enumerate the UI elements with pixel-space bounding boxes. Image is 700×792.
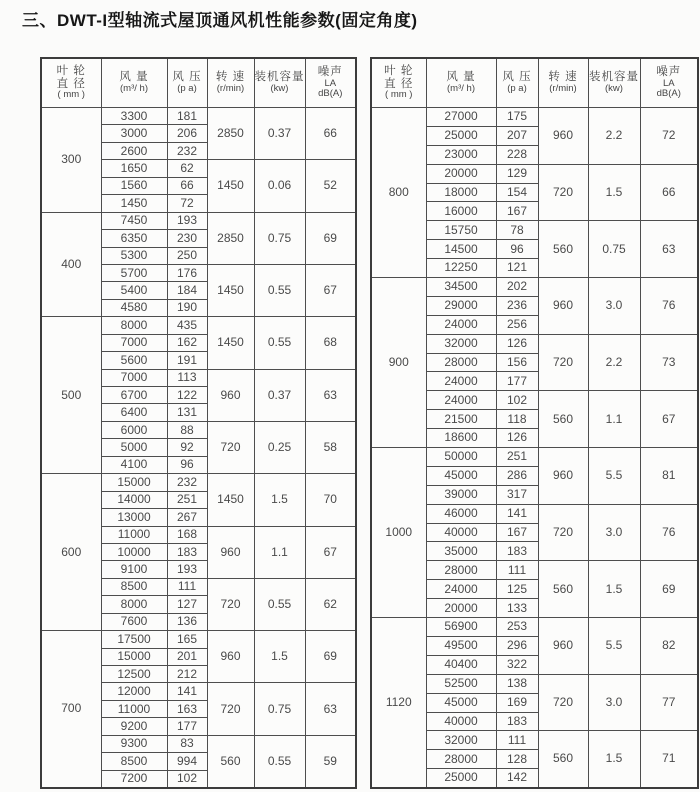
power-cell: 0.25 — [254, 421, 305, 473]
diameter-cell: 900 — [371, 278, 426, 448]
column-header-diameter — [371, 58, 426, 108]
column-header-airflow — [101, 58, 167, 108]
airflow-cell: 40000 — [426, 523, 496, 542]
power-cell: 0.75 — [254, 683, 305, 735]
power-cell: 0.55 — [254, 264, 305, 316]
pressure-cell: 435 — [167, 317, 207, 334]
pressure-cell: 66 — [167, 177, 207, 194]
airflow-cell: 3300 — [101, 108, 167, 125]
airflow-cell: 16000 — [426, 202, 496, 221]
column-header-noise-line: 噪声 — [656, 66, 682, 79]
pressure-cell: 193 — [167, 561, 207, 578]
column-header-diameter-line: 直 径 — [56, 77, 86, 90]
pressure-cell: 177 — [167, 718, 207, 735]
column-header-pressure — [167, 58, 207, 108]
airflow-cell: 5000 — [101, 439, 167, 456]
pressure-cell: 317 — [496, 485, 538, 504]
airflow-cell: 21500 — [426, 410, 496, 429]
speed-cell: 960 — [538, 278, 588, 335]
airflow-cell: 32000 — [426, 334, 496, 353]
column-header-pressure-line: 风 压 — [502, 71, 532, 84]
column-header-noise — [640, 58, 698, 108]
noise-cell: 67 — [305, 264, 356, 316]
table-row — [41, 108, 356, 125]
speed-cell: 960 — [207, 369, 254, 421]
pressure-cell: 96 — [496, 240, 538, 259]
column-header-power — [588, 58, 640, 108]
power-cell: 0.55 — [254, 735, 305, 787]
column-header-pressure — [496, 58, 538, 108]
pressure-cell: 207 — [496, 126, 538, 145]
speed-cell: 720 — [538, 334, 588, 391]
pressure-cell: 167 — [496, 523, 538, 542]
pressure-cell: 201 — [167, 648, 207, 665]
airflow-cell: 1560 — [101, 177, 167, 194]
column-header-diameter-line: ( mm ) — [57, 89, 85, 101]
performance-tables-container — [40, 57, 695, 789]
airflow-cell: 32000 — [426, 731, 496, 750]
pressure-cell: 181 — [167, 108, 207, 125]
airflow-cell: 11000 — [101, 526, 167, 543]
header-row — [371, 58, 698, 108]
column-header-pressure-line: (p a) — [177, 83, 197, 95]
power-cell: 0.06 — [254, 160, 305, 212]
speed-cell: 960 — [538, 618, 588, 675]
column-header-diameter-line: 直 径 — [384, 77, 414, 90]
power-cell: 1.5 — [254, 631, 305, 683]
pressure-cell: 142 — [496, 769, 538, 788]
pressure-cell: 162 — [167, 334, 207, 351]
airflow-cell: 24000 — [426, 580, 496, 599]
column-header-diameter-line: 叶 轮 — [384, 65, 414, 78]
airflow-cell: 8000 — [101, 317, 167, 334]
pressure-cell: 228 — [496, 145, 538, 164]
airflow-cell: 8000 — [101, 596, 167, 613]
airflow-cell: 18600 — [426, 429, 496, 448]
airflow-cell: 12000 — [101, 683, 167, 700]
speed-cell: 2850 — [207, 108, 254, 160]
table-row — [371, 278, 698, 297]
column-header-noise-line: dB(A) — [318, 88, 343, 100]
airflow-cell: 2600 — [101, 142, 167, 159]
airflow-cell: 6000 — [101, 421, 167, 438]
airflow-cell: 50000 — [426, 448, 496, 467]
header-row — [41, 58, 356, 108]
speed-cell: 720 — [207, 578, 254, 630]
airflow-cell: 7200 — [101, 770, 167, 787]
speed-cell: 960 — [207, 526, 254, 578]
airflow-cell: 20000 — [426, 599, 496, 618]
noise-cell: 66 — [640, 164, 698, 221]
pressure-cell: 121 — [496, 259, 538, 278]
page-title: 三、DWT-I型轴流式屋顶通风机性能参数(固定角度) — [22, 11, 418, 30]
column-header-speed-line: (r/min) — [216, 83, 245, 95]
column-header-noise-line: LA — [662, 77, 675, 89]
column-header-noise-line: 噪声 — [317, 66, 343, 79]
noise-cell: 62 — [305, 578, 356, 630]
pressure-cell: 136 — [167, 613, 207, 630]
column-header-airflow-line: 风 量 — [446, 71, 476, 84]
column-header-diameter — [41, 58, 101, 108]
pressure-cell: 251 — [496, 448, 538, 467]
pressure-cell: 236 — [496, 296, 538, 315]
power-cell: 0.37 — [254, 369, 305, 421]
pressure-cell: 129 — [496, 164, 538, 183]
pressure-cell: 118 — [496, 410, 538, 429]
airflow-cell: 12500 — [101, 666, 167, 683]
airflow-cell: 6700 — [101, 387, 167, 404]
power-cell: 3.0 — [588, 278, 640, 335]
pressure-cell: 165 — [167, 631, 207, 648]
column-header-airflow — [426, 58, 496, 108]
noise-cell: 66 — [305, 108, 356, 160]
pressure-cell: 78 — [496, 221, 538, 240]
pressure-cell: 250 — [167, 247, 207, 264]
pressure-cell: 133 — [496, 599, 538, 618]
power-cell: 3.0 — [588, 504, 640, 561]
column-header-speed-line: (r/min) — [549, 83, 577, 95]
column-header-speed-line: 转 速 — [548, 71, 578, 84]
airflow-cell: 5300 — [101, 247, 167, 264]
speed-cell: 960 — [538, 448, 588, 505]
diameter-cell: 400 — [41, 212, 101, 317]
pressure-cell: 141 — [496, 504, 538, 523]
airflow-cell: 9100 — [101, 561, 167, 578]
airflow-cell: 25000 — [426, 126, 496, 145]
column-header-speed-line: 转 速 — [215, 71, 246, 84]
power-cell: 1.5 — [588, 164, 640, 221]
pressure-cell: 83 — [167, 735, 207, 752]
power-cell: 0.55 — [254, 578, 305, 630]
speed-cell: 560 — [207, 735, 254, 787]
airflow-cell: 7000 — [101, 369, 167, 386]
column-header-power-line: (kw) — [270, 83, 289, 95]
speed-cell: 720 — [207, 683, 254, 735]
column-header-power-line: 装机容量 — [589, 71, 639, 84]
pressure-cell: 126 — [496, 334, 538, 353]
pressure-cell: 193 — [167, 212, 207, 229]
pressure-cell: 128 — [496, 750, 538, 769]
noise-cell: 81 — [640, 448, 698, 505]
pressure-cell: 202 — [496, 278, 538, 297]
airflow-cell: 4580 — [101, 299, 167, 316]
diameter-cell: 600 — [41, 474, 101, 631]
speed-cell: 560 — [538, 221, 588, 278]
airflow-cell: 17500 — [101, 631, 167, 648]
pressure-cell: 190 — [167, 299, 207, 316]
pressure-cell: 256 — [496, 315, 538, 334]
airflow-cell: 5400 — [101, 282, 167, 299]
airflow-cell: 24000 — [426, 372, 496, 391]
noise-cell: 63 — [305, 369, 356, 421]
pressure-cell: 92 — [167, 439, 207, 456]
airflow-cell: 39000 — [426, 485, 496, 504]
speed-cell: 720 — [538, 674, 588, 731]
column-header-power — [254, 58, 305, 108]
table-row — [371, 108, 698, 127]
performance-table-left — [40, 57, 357, 789]
noise-cell: 77 — [640, 674, 698, 731]
noise-cell: 52 — [305, 160, 356, 212]
pressure-cell: 267 — [167, 509, 207, 526]
speed-cell: 560 — [538, 561, 588, 618]
speed-cell: 1450 — [207, 317, 254, 369]
pressure-cell: 138 — [496, 674, 538, 693]
pressure-cell: 253 — [496, 618, 538, 637]
airflow-cell: 35000 — [426, 542, 496, 561]
diameter-cell: 300 — [41, 108, 101, 213]
pressure-cell: 296 — [496, 636, 538, 655]
noise-cell: 71 — [640, 731, 698, 788]
column-header-airflow-line: (m³/ h) — [447, 83, 475, 95]
column-header-pressure-line: (p a) — [507, 83, 527, 95]
column-header-noise-line: dB(A) — [656, 88, 681, 100]
pressure-cell: 102 — [167, 770, 207, 787]
airflow-cell: 46000 — [426, 504, 496, 523]
airflow-cell: 20000 — [426, 164, 496, 183]
pressure-cell: 994 — [167, 753, 207, 770]
noise-cell: 69 — [305, 212, 356, 264]
power-cell: 2.2 — [588, 108, 640, 165]
airflow-cell: 40400 — [426, 655, 496, 674]
table-row — [41, 212, 356, 229]
table-row — [41, 317, 356, 334]
airflow-cell: 56900 — [426, 618, 496, 637]
speed-cell: 560 — [538, 731, 588, 788]
noise-cell: 69 — [640, 561, 698, 618]
pressure-cell: 322 — [496, 655, 538, 674]
airflow-cell: 5600 — [101, 352, 167, 369]
airflow-cell: 25000 — [426, 769, 496, 788]
speed-cell: 560 — [538, 391, 588, 448]
diameter-cell: 800 — [371, 108, 426, 278]
noise-cell: 69 — [305, 631, 356, 683]
speed-cell: 960 — [538, 108, 588, 165]
pressure-cell: 177 — [496, 372, 538, 391]
noise-cell: 76 — [640, 278, 698, 335]
noise-cell: 72 — [640, 108, 698, 165]
airflow-cell: 40000 — [426, 712, 496, 731]
airflow-cell: 14500 — [426, 240, 496, 259]
airflow-cell: 23000 — [426, 145, 496, 164]
power-cell: 2.2 — [588, 334, 640, 391]
pressure-cell: 251 — [167, 491, 207, 508]
pressure-cell: 127 — [167, 596, 207, 613]
airflow-cell: 7000 — [101, 334, 167, 351]
column-header-airflow-line: 风 量 — [119, 71, 149, 84]
pressure-cell: 102 — [496, 391, 538, 410]
power-cell: 1.5 — [588, 731, 640, 788]
performance-table-right — [370, 57, 699, 789]
airflow-cell: 9300 — [101, 735, 167, 752]
pressure-cell: 154 — [496, 183, 538, 202]
pressure-cell: 131 — [167, 404, 207, 421]
airflow-cell: 11000 — [101, 700, 167, 717]
airflow-cell: 7600 — [101, 613, 167, 630]
diameter-cell: 1000 — [371, 448, 426, 618]
airflow-cell: 3000 — [101, 125, 167, 142]
airflow-cell: 28000 — [426, 750, 496, 769]
airflow-cell: 52500 — [426, 674, 496, 693]
airflow-cell: 34500 — [426, 278, 496, 297]
column-header-noise-line: LA — [324, 77, 337, 89]
noise-cell: 58 — [305, 421, 356, 473]
airflow-cell: 6350 — [101, 230, 167, 247]
pressure-cell: 62 — [167, 160, 207, 177]
airflow-cell: 15000 — [101, 474, 167, 491]
pressure-cell: 163 — [167, 700, 207, 717]
speed-cell: 720 — [538, 164, 588, 221]
noise-cell: 67 — [305, 526, 356, 578]
diameter-cell: 1120 — [371, 618, 426, 788]
power-cell: 3.0 — [588, 674, 640, 731]
pressure-cell: 125 — [496, 580, 538, 599]
airflow-cell: 15750 — [426, 221, 496, 240]
pressure-cell: 156 — [496, 353, 538, 372]
power-cell: 1.5 — [254, 474, 305, 526]
airflow-cell: 14000 — [101, 491, 167, 508]
table-row — [371, 448, 698, 467]
pressure-cell: 183 — [496, 542, 538, 561]
pressure-cell: 191 — [167, 352, 207, 369]
power-cell: 0.55 — [254, 317, 305, 369]
airflow-cell: 28000 — [426, 353, 496, 372]
pressure-cell: 126 — [496, 429, 538, 448]
diameter-cell: 500 — [41, 317, 101, 474]
column-header-pressure-line: 风 压 — [172, 71, 202, 84]
airflow-cell: 45000 — [426, 693, 496, 712]
noise-cell: 70 — [305, 474, 356, 526]
pressure-cell: 72 — [167, 195, 207, 212]
column-header-noise — [305, 58, 356, 108]
pressure-cell: 168 — [167, 526, 207, 543]
airflow-cell: 15000 — [101, 648, 167, 665]
airflow-cell: 9200 — [101, 718, 167, 735]
speed-cell: 1450 — [207, 474, 254, 526]
pressure-cell: 232 — [167, 474, 207, 491]
diameter-cell: 700 — [41, 631, 101, 788]
power-cell: 0.37 — [254, 108, 305, 160]
power-cell: 0.75 — [254, 212, 305, 264]
speed-cell: 960 — [207, 631, 254, 683]
pressure-cell: 206 — [167, 125, 207, 142]
pressure-cell: 111 — [496, 561, 538, 580]
airflow-cell: 6400 — [101, 404, 167, 421]
speed-cell: 720 — [207, 421, 254, 473]
table-row — [41, 631, 356, 648]
power-cell: 5.5 — [588, 618, 640, 675]
airflow-cell: 13000 — [101, 509, 167, 526]
speed-cell: 1450 — [207, 264, 254, 316]
pressure-cell: 212 — [167, 666, 207, 683]
column-header-speed — [207, 58, 254, 108]
power-cell: 5.5 — [588, 448, 640, 505]
power-cell: 0.75 — [588, 221, 640, 278]
power-cell: 1.1 — [588, 391, 640, 448]
pressure-cell: 113 — [167, 369, 207, 386]
pressure-cell: 183 — [496, 712, 538, 731]
speed-cell: 720 — [538, 504, 588, 561]
pressure-cell: 167 — [496, 202, 538, 221]
speed-cell: 1450 — [207, 160, 254, 212]
airflow-cell: 5700 — [101, 264, 167, 281]
noise-cell: 82 — [640, 618, 698, 675]
airflow-cell: 7450 — [101, 212, 167, 229]
pressure-cell: 183 — [167, 543, 207, 560]
pressure-cell: 176 — [167, 264, 207, 281]
pressure-cell: 111 — [496, 731, 538, 750]
airflow-cell: 8500 — [101, 578, 167, 595]
pressure-cell: 122 — [167, 387, 207, 404]
noise-cell: 63 — [305, 683, 356, 735]
speed-cell: 2850 — [207, 212, 254, 264]
column-header-power-line: 装机容量 — [254, 71, 305, 84]
pressure-cell: 175 — [496, 108, 538, 127]
airflow-cell: 1450 — [101, 195, 167, 212]
airflow-cell: 29000 — [426, 296, 496, 315]
airflow-cell: 24000 — [426, 391, 496, 410]
column-header-diameter-line: ( mm ) — [385, 89, 413, 101]
power-cell: 1.1 — [254, 526, 305, 578]
airflow-cell: 27000 — [426, 108, 496, 127]
pressure-cell: 88 — [167, 421, 207, 438]
pressure-cell: 184 — [167, 282, 207, 299]
noise-cell: 73 — [640, 334, 698, 391]
airflow-cell: 28000 — [426, 561, 496, 580]
noise-cell: 63 — [640, 221, 698, 278]
airflow-cell: 8500 — [101, 753, 167, 770]
pressure-cell: 111 — [167, 578, 207, 595]
airflow-cell: 49500 — [426, 636, 496, 655]
airflow-cell: 45000 — [426, 466, 496, 485]
column-header-power-line: (kw) — [605, 83, 623, 95]
airflow-cell: 4100 — [101, 456, 167, 473]
airflow-cell: 24000 — [426, 315, 496, 334]
table-row — [41, 474, 356, 491]
column-header-airflow-line: (m³/ h) — [120, 83, 148, 95]
airflow-cell: 18000 — [426, 183, 496, 202]
table-row — [371, 618, 698, 637]
pressure-cell: 230 — [167, 230, 207, 247]
pressure-cell: 286 — [496, 466, 538, 485]
airflow-cell: 10000 — [101, 543, 167, 560]
pressure-cell: 169 — [496, 693, 538, 712]
power-cell: 1.5 — [588, 561, 640, 618]
pressure-cell: 141 — [167, 683, 207, 700]
column-header-diameter-line: 叶 轮 — [56, 65, 86, 78]
noise-cell: 68 — [305, 317, 356, 369]
noise-cell: 59 — [305, 735, 356, 787]
noise-cell: 76 — [640, 504, 698, 561]
airflow-cell: 1650 — [101, 160, 167, 177]
pressure-cell: 232 — [167, 142, 207, 159]
noise-cell: 67 — [640, 391, 698, 448]
airflow-cell: 12250 — [426, 259, 496, 278]
column-header-speed — [538, 58, 588, 108]
pressure-cell: 96 — [167, 456, 207, 473]
